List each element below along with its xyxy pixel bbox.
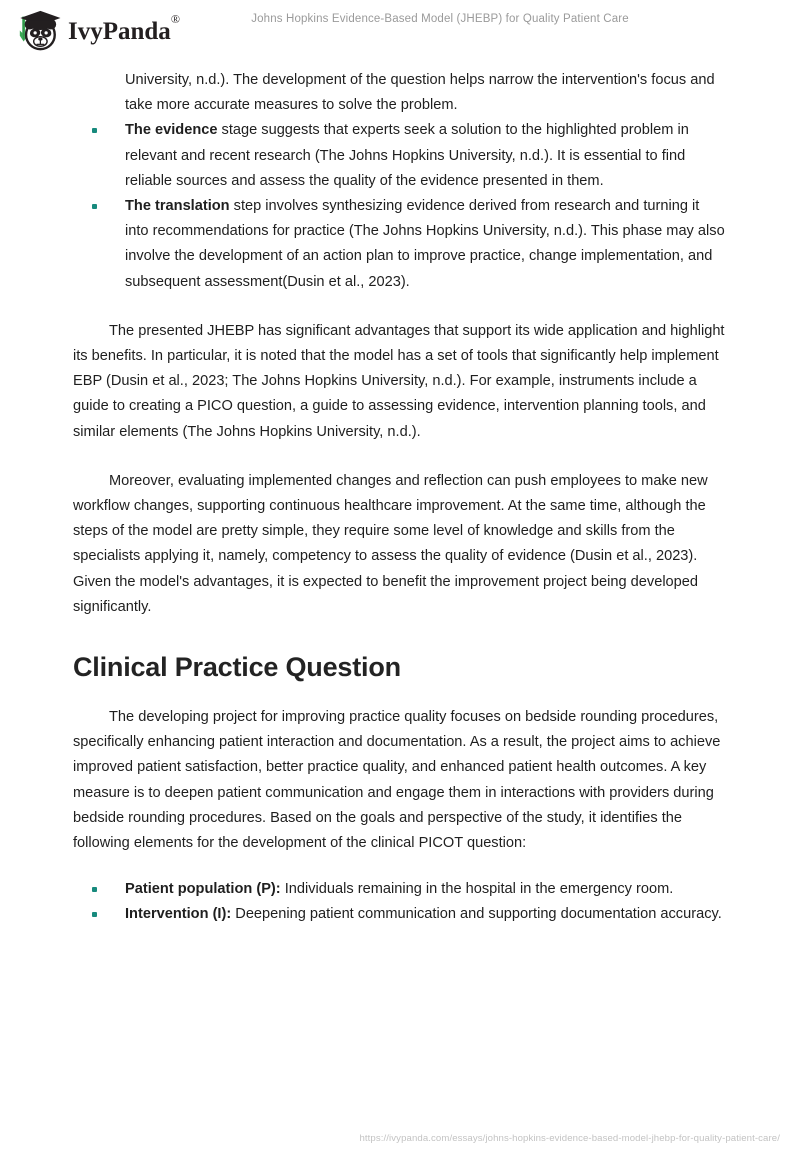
page-title: Clinical Practice Question — [73, 652, 401, 683]
bullet-label: Intervention (I): — [125, 906, 232, 923]
spacer — [73, 295, 726, 319]
page-footer — [0, 1128, 800, 1146]
paragraph-project: The developing project for improving practice quality focuses on bedside rounding procedures, specifically enhancing patient interaction and documentation. As a result, the project aims to achieve improved patient satisfaction, better practice quality, and enhanced patient health outcomes. A key measure is to deepen patient communication and engage them in interactions with providers during bedside rounding procedures. Based on the goals and perspective of the study, it identifies the following elements for the development of the clinical PICOT question: — [73, 709, 721, 852]
list-item — [73, 118, 726, 194]
bullet-dot-icon — [92, 204, 97, 209]
picot-bullet-list — [73, 877, 726, 927]
paragraph-moreover: Moreover, evaluating implemented changes and reflection can push employees to make new workflow changes, supporting continuous healthcare improvement. At the same time, although the steps of the model are pretty simple, they require some level of knowledge and skills from the specialists applying it, namely, competency to assess the quality of evidence (Dusin et al., 2023). Given the model's advantages, it is expected to benefit the improvement project being developed significantly. — [73, 472, 708, 615]
page-header — [0, 0, 800, 58]
bullet-label: The translation — [125, 198, 230, 215]
document-header-title: Johns Hopkins Evidence-Based Model (JHEBP) for Quality Patient Care — [251, 13, 629, 25]
continuation-paragraph: University, n.d.). The development of the question helps narrow the intervention's focus and take more accurate measures to solve the problem. — [125, 72, 715, 114]
spacer — [73, 445, 726, 469]
bullet-dot-icon — [92, 887, 97, 892]
list-item — [73, 877, 726, 902]
bullet-text: Deepening patient communication and supporting documentation accuracy. — [231, 906, 722, 923]
bullet-label: The evidence — [125, 122, 218, 139]
bullet-text: stage suggests that experts seek a solution to the highlighted problem in relevant and recent research (The Johns Hopkins University, n.d.). It is essential to find reliable sources and assess the quality of the evidence presented in them. — [125, 122, 689, 189]
brand-name-text: IvyPanda — [68, 17, 171, 45]
spacer — [73, 684, 726, 705]
stage-bullet-list — [73, 118, 726, 294]
paragraph-advantages: The presented JHEBP has significant advantages that support its wide application and highlight its benefits. In particular, it is noted that the model has a set of tools that significantly help implement EBP (Dusin et al., 2023; The Johns Hopkins University, n.d.). For example, instruments include a guide to creating a PICO question, a guide to assessing evidence, intervention planning tools, and similar elements (The Johns Hopkins University, n.d.). — [73, 322, 725, 440]
source-url[interactable]: https://ivypanda.com/essays/johns-hopkins-evidence-based-model-jhebp-for-quality-patient-care/ — [359, 1133, 780, 1144]
bullet-dot-icon — [92, 128, 97, 133]
bullet-label: Patient population (P): — [125, 881, 281, 898]
bullet-text: Individuals remaining in the hospital in the emergency room. — [280, 881, 674, 898]
spacer — [73, 856, 726, 877]
document-body — [73, 68, 726, 928]
spacer — [73, 620, 726, 650]
list-item — [73, 902, 726, 927]
bullet-dot-icon — [92, 912, 97, 917]
bullet-text: step involves synthesizing evidence derived from research and turning it into recommendations for practice (The Johns Hopkins University, n.d.). This phase may also involve the development of an action plan to improve practice, change implementation, and subsequent assessment(Dusin et al., 2023). — [125, 198, 725, 290]
list-item — [73, 194, 726, 295]
registered-trademark-icon: ® — [170, 12, 180, 27]
